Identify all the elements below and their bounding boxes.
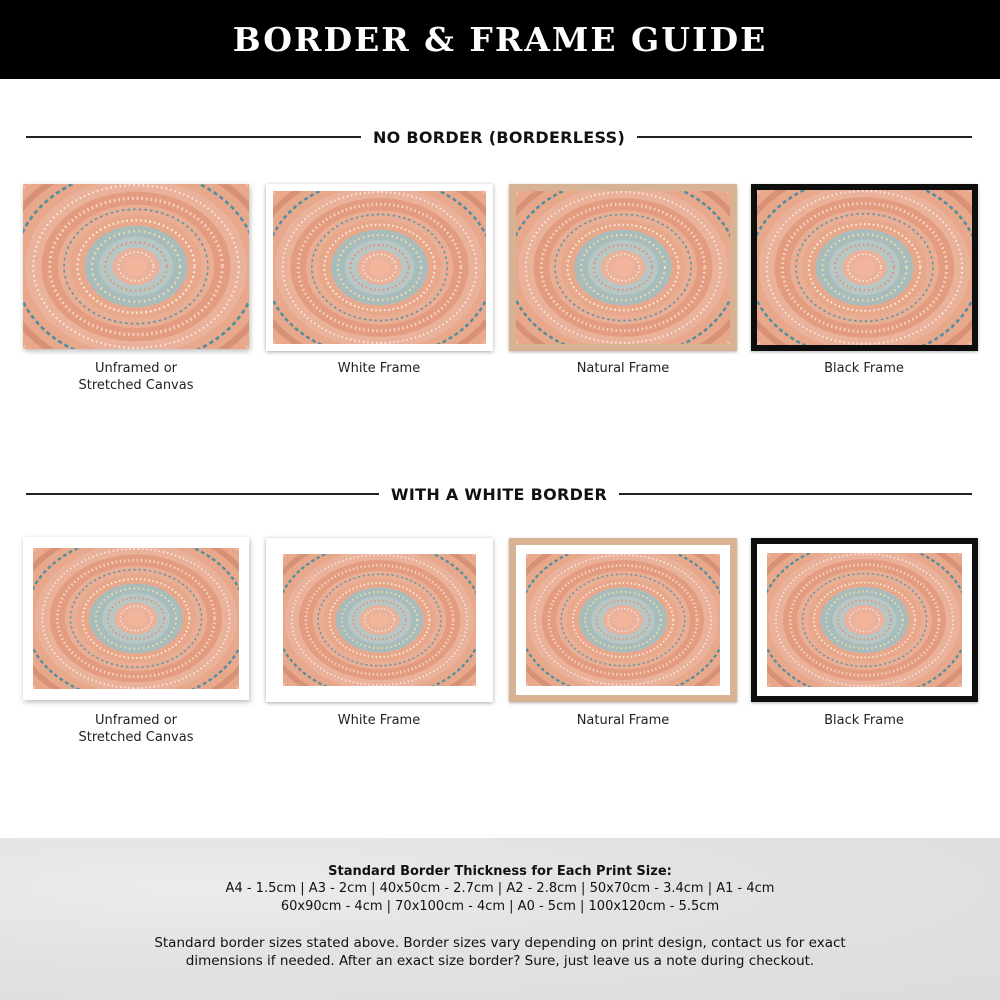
white-border <box>273 545 486 695</box>
art-print-unframed <box>23 184 249 349</box>
page-title: BORDER & FRAME GUIDE <box>232 20 768 59</box>
note-line: dimensions if needed. After an exact size border? Sure, just leave us a note during checkout. <box>185 953 815 969</box>
divider-line <box>26 493 379 495</box>
mandala-artwork <box>757 190 972 345</box>
sizes-heading: Standard Border Thickness for Each Print Size: <box>328 864 672 879</box>
mandala-artwork <box>526 554 720 686</box>
caption-black-frame: Black Frame <box>824 713 904 728</box>
border-thickness-info <box>0 838 1000 1000</box>
mandala-artwork <box>283 554 476 686</box>
mandala-artwork <box>33 548 239 689</box>
white-border <box>757 544 972 696</box>
white-border <box>516 545 730 695</box>
white-border <box>23 537 249 700</box>
caption-white-frame: White Frame <box>337 361 421 376</box>
mandala-artwork <box>767 553 962 687</box>
art-print-unframed-bordered <box>23 537 249 700</box>
art-print-black-frame <box>751 184 978 351</box>
caption-black-frame: Black Frame <box>824 361 904 376</box>
mandala-artwork <box>516 191 730 344</box>
art-print-white-frame-bordered <box>266 538 493 702</box>
divider-line <box>26 136 361 138</box>
art-print-black-frame-bordered <box>751 538 978 702</box>
section-title: NO BORDER (BORDERLESS) <box>372 127 626 147</box>
title-banner <box>0 0 1000 79</box>
section-heading-white-border <box>26 484 972 504</box>
caption-natural-frame: Natural Frame <box>576 713 670 728</box>
section-title: WITH A WHITE BORDER <box>390 484 608 504</box>
caption-unframed: Unframed or Stretched Canvas <box>78 713 194 745</box>
sizes-line: 60x90cm - 4cm | 70x100cm - 4cm | A0 - 5cm | 100x120cm - 5.5cm <box>280 899 720 914</box>
art-print-natural-frame <box>509 184 737 351</box>
caption-white-frame: White Frame <box>337 713 421 728</box>
note-line: Standard border sizes stated above. Border sizes vary depending on print design, contact us for exact <box>154 935 846 951</box>
art-print-natural-frame-bordered <box>509 538 737 702</box>
art-print-white-frame <box>266 184 493 351</box>
mandala-artwork <box>273 191 486 344</box>
sizes-line: A4 - 1.5cm | A3 - 2cm | 40x50cm - 2.7cm | A2 - 2.8cm | 50x70cm - 3.4cm | A1 - 4cm <box>225 881 775 896</box>
section-heading-borderless <box>26 127 972 147</box>
divider-line <box>619 493 972 495</box>
divider-line <box>637 136 972 138</box>
mandala-artwork <box>23 184 249 349</box>
caption-natural-frame: Natural Frame <box>576 361 670 376</box>
caption-unframed: Unframed or Stretched Canvas <box>78 361 194 393</box>
